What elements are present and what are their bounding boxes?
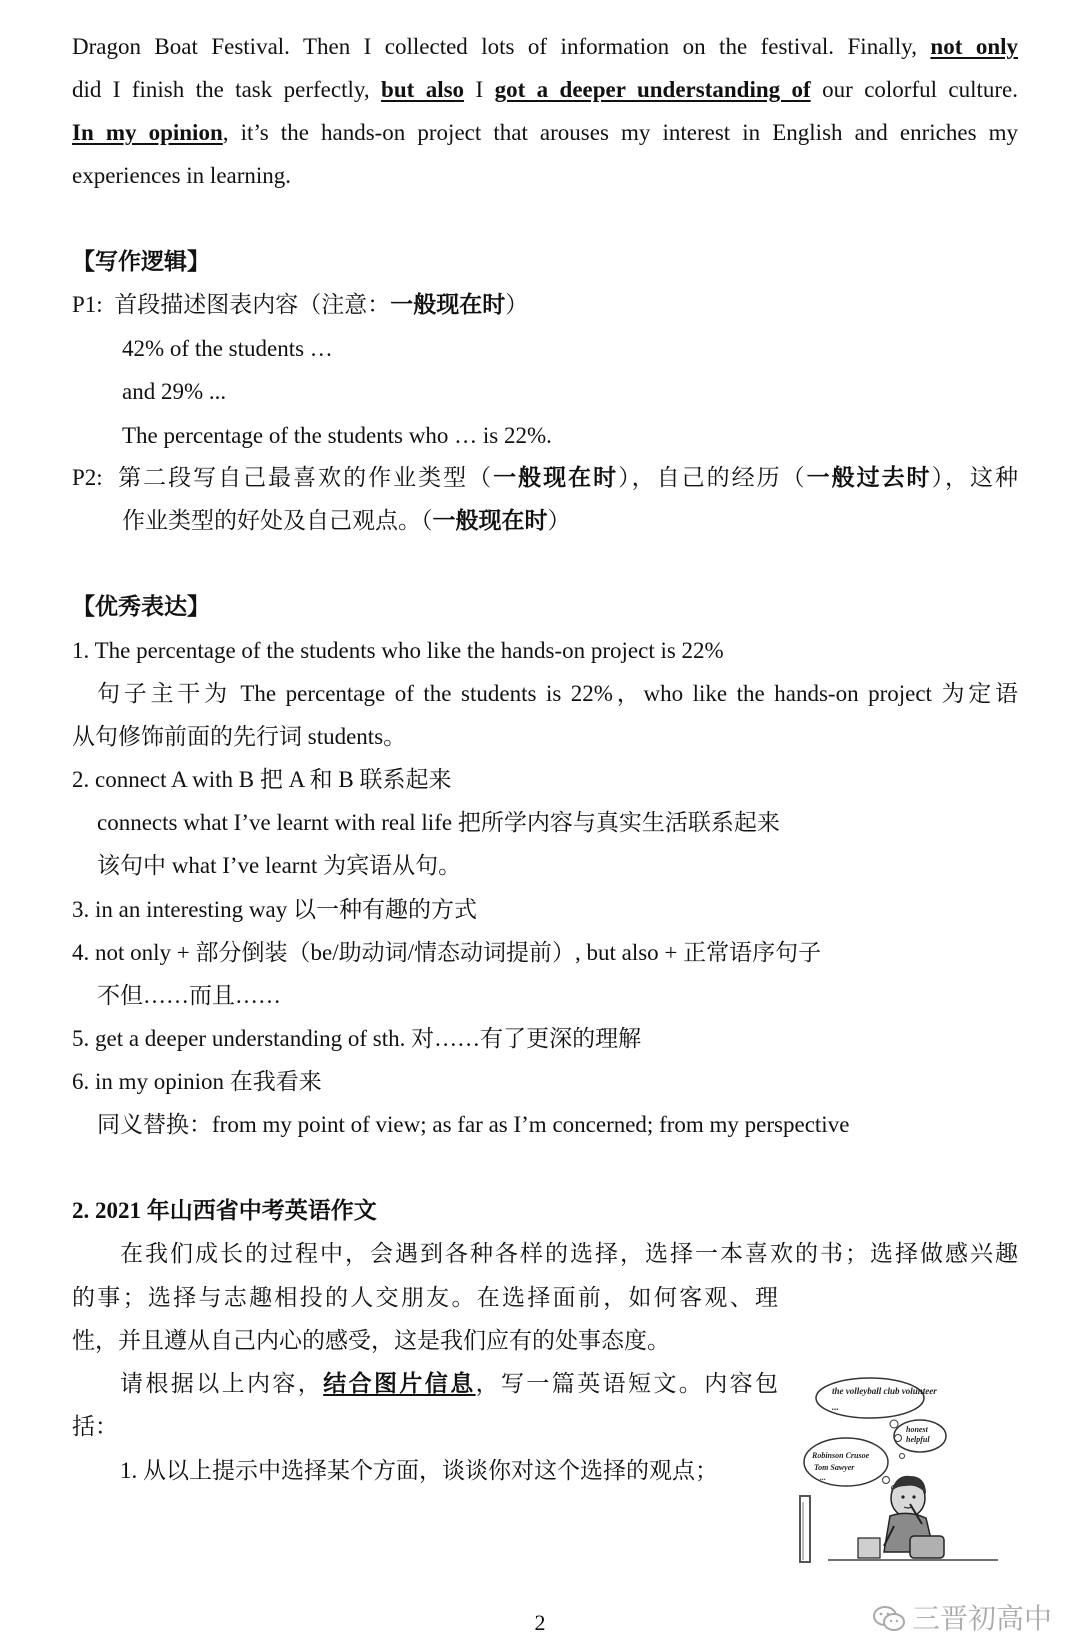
watermark bbox=[872, 1603, 1052, 1635]
expression-2-note: 该句中 what I’ve learnt 为宾语从句。 bbox=[97, 853, 462, 878]
girl-thinking-illustration bbox=[798, 1376, 1016, 1564]
expression-6: 6. in my opinion 在我看来 bbox=[72, 1069, 322, 1094]
bubble-right-text-2: helpful bbox=[906, 1435, 930, 1444]
page-number: 2 bbox=[534, 1610, 546, 1635]
bubble-left-text-2: Tom Sawyer bbox=[814, 1463, 855, 1472]
phrase-in-my-opinion: In my opinion bbox=[72, 120, 223, 145]
phrase-not-only: not only bbox=[930, 34, 1019, 59]
phrase-but-also: but also bbox=[381, 77, 465, 102]
svg-text:...: ... bbox=[820, 1473, 826, 1482]
expression-1-note-2: 从句修饰前面的先行词 students。 bbox=[72, 724, 407, 749]
task-2-line-5: 括： bbox=[72, 1414, 118, 1439]
p1-sentence-3: The percentage of the students who … is 22%. bbox=[122, 423, 552, 448]
expression-1: 1. The percentage of the students who like the hands-on project is 22% bbox=[72, 638, 724, 663]
expression-2-example: connects what I’ve learnt with real life 把所学内容与真实生活联系起来 bbox=[97, 810, 780, 835]
para-line-2: did I finish the task perfectly, but also I got a deeper understanding of our colorful culture. bbox=[72, 77, 1019, 102]
excellent-expressions-heading: 【优秀表达】 bbox=[72, 594, 210, 619]
phrase-deeper-understanding: got a deeper understanding of bbox=[494, 77, 811, 102]
p1-sentence-2: and 29% ... bbox=[122, 379, 227, 404]
task-2-line-4: 请根据以上内容，结合图片信息，写一篇英语短文。内容包 bbox=[120, 1371, 779, 1396]
expression-2: 2. connect A with B 把 A 和 B 联系起来 bbox=[72, 767, 452, 792]
bubble-left-text-1: Robinson Crusoe bbox=[812, 1451, 870, 1460]
p1-sentence-1: 42% of the students … bbox=[122, 336, 333, 361]
svg-text:...: ... bbox=[832, 1402, 839, 1412]
p2-line-1: P2: 第二段写自己最喜欢的作业类型（一般现在时），自己的经历（一般过去时），这种 bbox=[72, 465, 1019, 490]
bubble-top-text: the volleyball club volunteer bbox=[832, 1386, 937, 1396]
para-line-4: experiences in learning. bbox=[72, 163, 292, 188]
task-2-line-6: 1. 从以上提示中选择某个方面，谈谈你对这个选择的观点； bbox=[120, 1458, 718, 1483]
task-2-line-3: 性，并且遵从自己内心的感受，这是我们应有的处事态度。 bbox=[72, 1328, 670, 1353]
expression-4-note: 不但……而且…… bbox=[97, 983, 281, 1008]
expression-4: 4. not only + 部分倒装（be/助动词/情态动词提前）, but also + 正常语序句子 bbox=[72, 940, 822, 965]
chat-bubbles-icon bbox=[872, 1604, 906, 1634]
writing-logic-heading: 【写作逻辑】 bbox=[72, 249, 210, 274]
p1-line: P1: 首段描述图表内容（注意：一般现在时） bbox=[72, 292, 529, 317]
p2-line-2: 作业类型的好处及自己观点。（一般现在时） bbox=[122, 508, 571, 533]
para-line-3: In my opinion, it’s the hands-on project that arouses my interest in English and enriches my bbox=[72, 120, 1019, 145]
task-2-line-1: 在我们成长的过程中，会遇到各种各样的选择，选择一本喜欢的书；选择做感兴趣 bbox=[120, 1241, 1018, 1266]
expression-3: 3. in an interesting way 以一种有趣的方式 bbox=[72, 897, 478, 922]
expression-6-note: 同义替换：from my point of view; as far as I’m concerned; from my perspective bbox=[97, 1112, 850, 1137]
task-2-line-2: 的事；选择与志趣相投的人交朋友。在选择面前，如何客观、理 bbox=[72, 1285, 778, 1310]
task-2-title: 2. 2021 年山西省中考英语作文 bbox=[72, 1198, 377, 1223]
phrase-picture-info: 结合图片信息 bbox=[323, 1371, 476, 1396]
watermark-text: 三晋初高中 bbox=[912, 1602, 1053, 1635]
bubble-right-text-1: honest bbox=[906, 1425, 928, 1434]
expression-1-note-1: 句子主干为 The percentage of the students is 22%，who like the hands-on project 为定语 bbox=[97, 681, 1018, 706]
para-line-1: Dragon Boat Festival. Then I collected lots of information on the festival. Finally, not only bbox=[72, 34, 1019, 59]
expression-5: 5. get a deeper understanding of sth. 对……有了更深的理解 bbox=[72, 1026, 642, 1051]
